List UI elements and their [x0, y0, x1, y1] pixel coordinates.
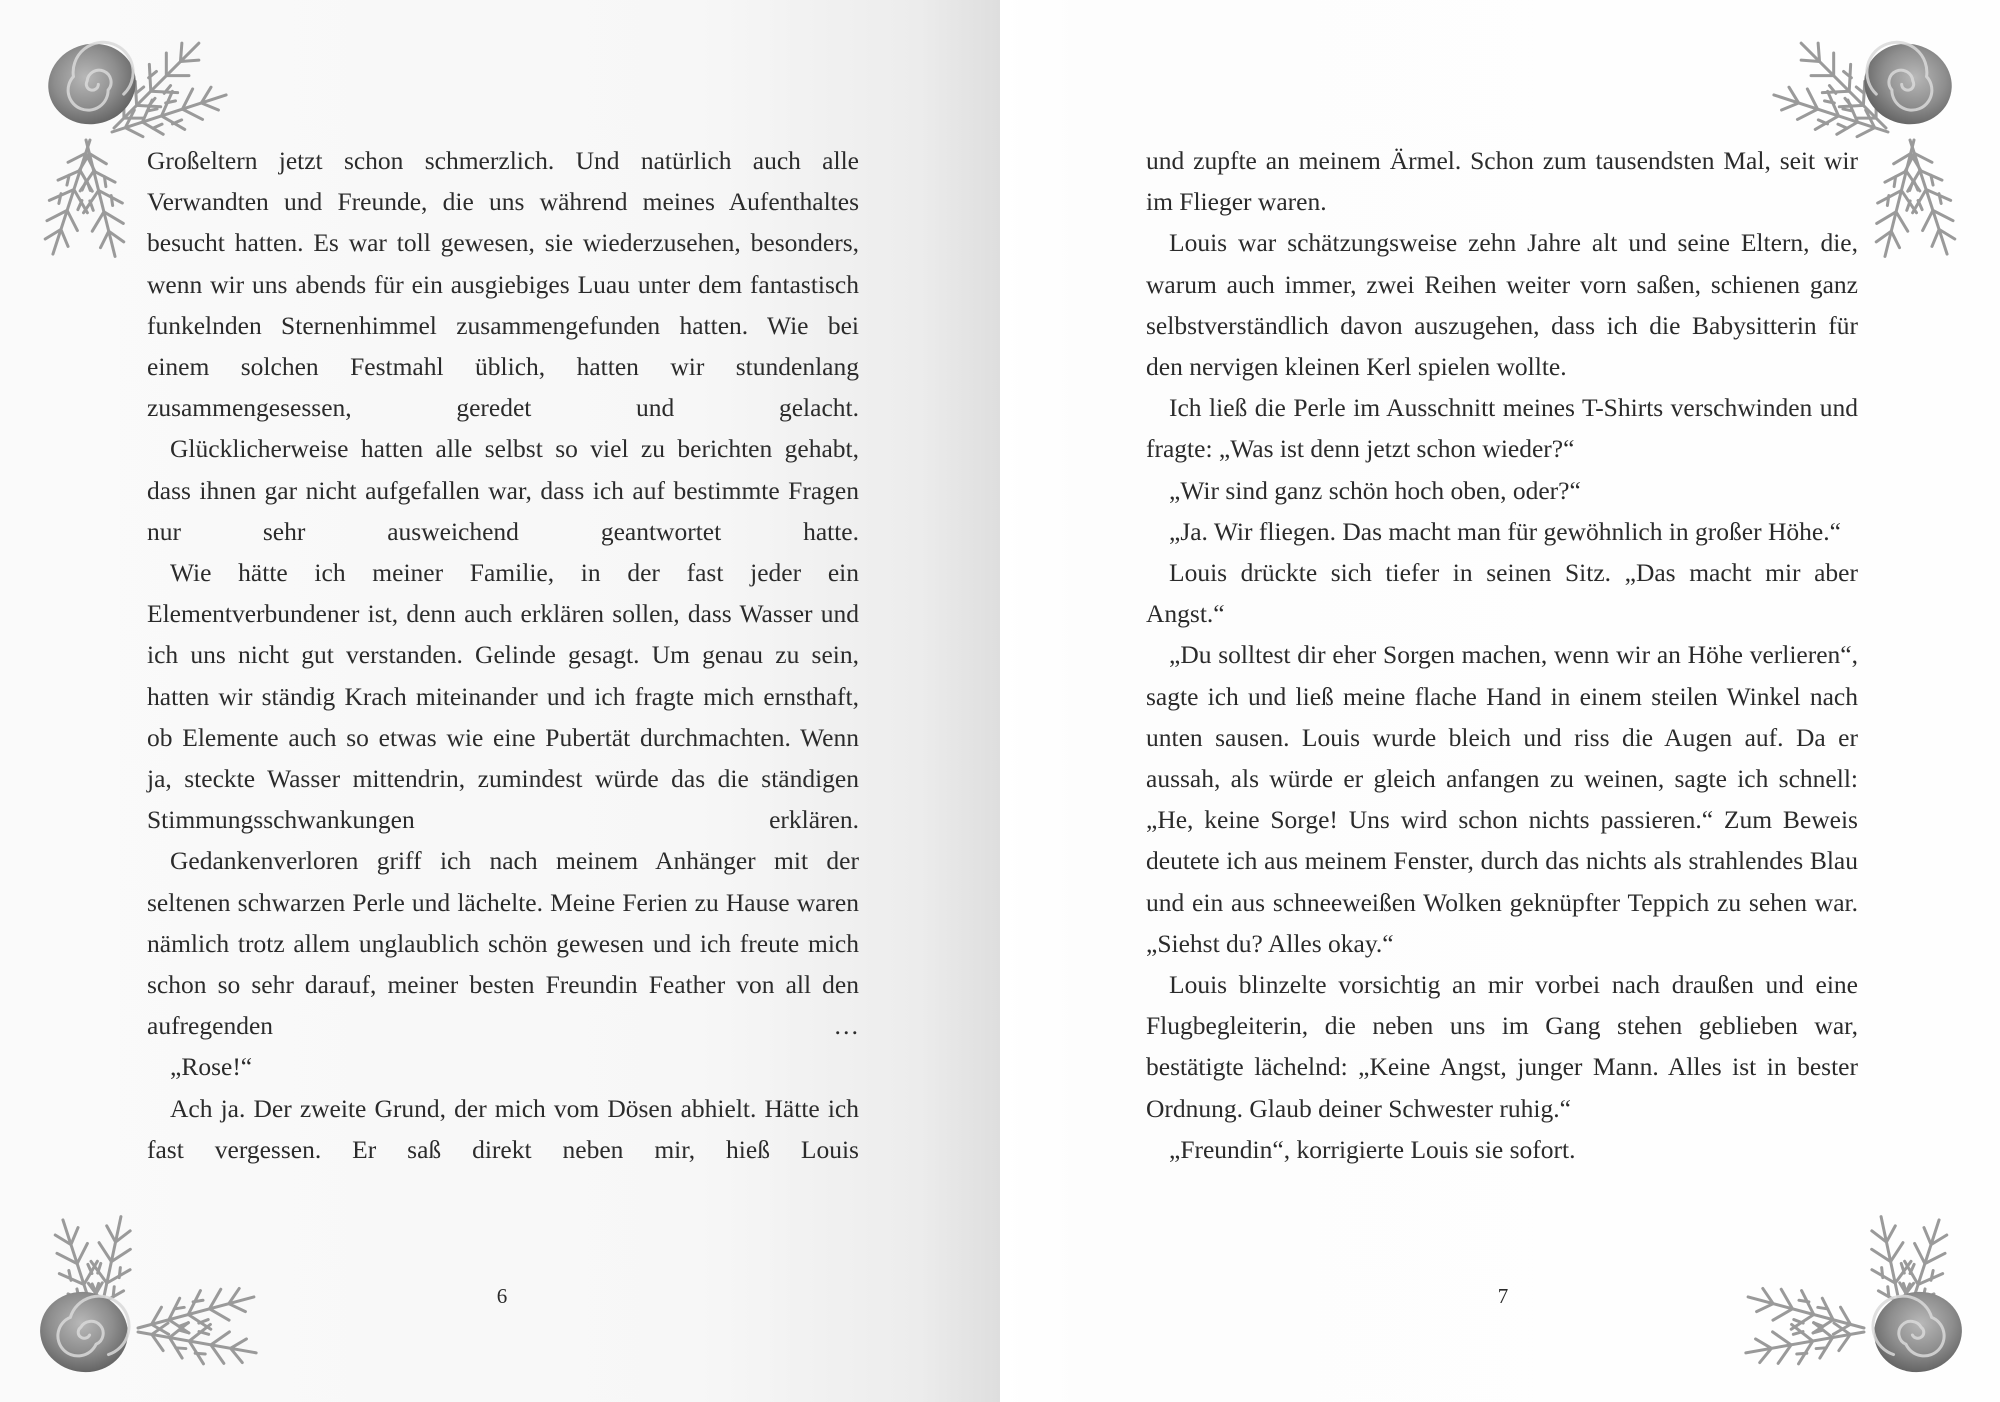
paragraph: Louis drückte sich tiefer in seinen Sitz. „Das macht mir aber Angst.“	[1146, 558, 1858, 629]
page-number: 6	[496, 1284, 508, 1308]
paragraph: und zupfte an meinem Ärmel. Schon zum tausendsten Mal, seit wir im Flieger waren.	[1146, 146, 1858, 217]
right-page-text	[1146, 140, 1858, 1170]
paragraph: Louis blinzelte vorsichtig an mir vorbei nach draußen und eine Flugbegleiterin, die neben uns im Gang stehen geblieben war, bestätigte lächelnd: „Keine Angst, junger Mann. Alles ist in bester Ordnung. Glaub deiner Schwester ruhig.“	[1146, 970, 1858, 1123]
paragraph: „Wir sind ganz schön hoch oben, oder?“	[1169, 475, 1581, 505]
paragraph: Gedankenverloren griff ich nach meinem Anhänger mit der seltenen schwarzen Perle und lächelte. Meine Ferien zu Hause waren nämlich trotz allem unglaublich schön gewesen und ich freute mich schon so sehr darauf, meiner besten Freundin Feather von all den aufregenden …	[147, 846, 859, 1041]
paragraph: Ach ja. Der zweite Grund, der mich vom Dösen abhielt. Hätte ich fast vergessen. Er saß direkt neben mir, hieß Louis	[147, 1093, 859, 1164]
paragraph: Ich ließ die Perle im Ausschnitt meines T-Shirts verschwinden und fragte: „Was ist denn jetzt schon wieder?“	[1146, 393, 1858, 464]
shell-seaweed-ornament-bottom-right	[1712, 1158, 1972, 1378]
paragraph: Louis war schätzungsweise zehn Jahre alt und seine Eltern, die, warum auch immer, zwei Reihen weiter vorn saßen, schienen ganz selbstverständlich davon auszugehen, dass ich die Babysitterin für den nervigen kleinen Kerl spielen wollte.	[1146, 228, 1858, 382]
left-page-text	[147, 140, 859, 1170]
paragraph: Wie hätte ich meiner Familie, in der fast jeder ein Elementverbundener ist, denn auch erklären sollen, dass Wasser und ich uns nicht gut verstanden. Gelinde gesagt. Um genau zu sein, hatten wir ständig Krach miteinander und ich fragte mich ernsthaft, ob Elemente auch so etwas wie eine Pubertät durchmachten. Wenn ja, steckte Wasser mittendrin, zumindest würde das die ständigen Stimmungsschwankungen erklären.	[147, 558, 859, 835]
paragraph: „Rose!“	[170, 1052, 253, 1082]
paragraph: Großeltern jetzt schon schmerzlich. Und natürlich auch alle Verwandten und Freunde, die uns während meines Aufenthaltes besucht hatten. Es war toll gewesen, sie wiederzusehen, besonders, wenn wir uns abends für ein ausgiebiges Luau unter dem fantastisch funkelnden Sternenhimmel zusammengefunden hatten. Wie bei einem solchen Festmahl üblich, hatten wir stundenlang zusammengesessen, geredet und gelacht.	[147, 146, 859, 423]
paragraph: „Freundin“, korrigierte Louis sie sofort.	[1169, 1134, 1576, 1164]
page-number: 7	[1497, 1284, 1509, 1308]
shell-seaweed-ornament-bottom-left	[30, 1158, 290, 1378]
paragraph: Glücklicherweise hatten alle selbst so viel zu berichten gehabt, dass ihnen gar nicht aufgefallen war, dass ich auf bestimmte Fragen nur sehr ausweichend geantwortet hatte.	[147, 434, 859, 546]
right-page	[1000, 0, 2000, 1402]
paragraph: „Ja. Wir fliegen. Das macht man für gewöhnlich in großer Höhe.“	[1169, 516, 1841, 546]
paragraph: „Du solltest dir eher Sorgen machen, wenn wir an Höhe verlieren“, sagte ich und ließ meine flache Hand in einem steilen Winkel nach unten sausen. Louis wurde bleich und riss die Augen auf. Da er aussah, als würde er gleich anfangen zu weinen, sagte ich schnell: „He, keine Sorge! Uns wird schon nichts passieren.“ Zum Beweis deutete ich aus meinem Fenster, durch das nichts als strahlendes Blau und ein aus schneeweißen Wolken geknüpfter Teppich zu sehen war. „Siehst du? Alles okay.“	[1146, 640, 1858, 958]
